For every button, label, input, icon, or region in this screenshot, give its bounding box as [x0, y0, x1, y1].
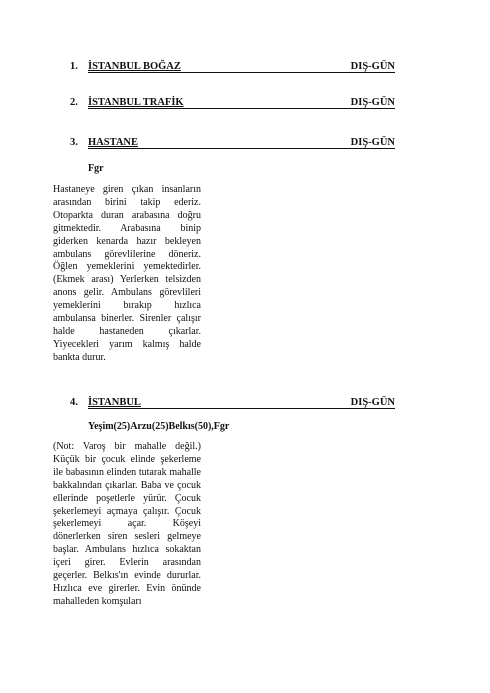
- scene-title: İSTANBUL BOĞAZ: [88, 61, 181, 72]
- scene-cast: Fgr: [88, 163, 104, 174]
- scene-heading-1: [70, 60, 395, 73]
- scene-number: 3.: [70, 137, 78, 148]
- scene-number: 1.: [70, 61, 78, 72]
- scene-time: DIŞ-GÜN: [350, 137, 395, 148]
- scene-heading-4: [70, 396, 395, 409]
- scene-time: DIŞ-GÜN: [350, 397, 395, 408]
- scene-heading-rule: [88, 408, 395, 409]
- scene-action-text: (Not: Varoş bir mahalle değil.) Küçük bir çocuk elinde şekerleme ile babasının elinden tutarak mahalle bakkalından çıkarlar. Baba ve çocuk ellerinde poşetlerle yürür. Çocuk şekerlemeyi açmaya çalışır. Çocuk şekerlemeyi açar. Köşeyi dönerlerken siren sesleri gelmeye başlar. Ambulans hızlıca sokaktan içeri girer. Evlerin arasından geçerler. Belkıs'ın evinde dururlar. Hızlıca eve girerler. Evin önünde mahalleden komşuları: [53, 441, 201, 607]
- scene-action-text: Hastaneye giren çıkan insanların arasından birini takip ederiz. Otoparkta duran arabasına doğru gitmektedir. Arabasına binip giderken kenarda hazır bekleyen ambulans görevlilerine döneriz. Öğlen yemeklerini yemektedirler.(Ekmek arası) Yerlerken telsizden anons gelir. Ambulans görevlileri yemeklerini bırakıp hızlıca ambulansa binerler. Sirenler çalışır halde hastaneden çıkarlar. Yiyecekleri yarım kalmış halde bankta durur.: [53, 184, 201, 363]
- scene-title: İSTANBUL TRAFİK: [88, 97, 184, 108]
- scene-heading-rule: [88, 108, 395, 109]
- scene-time: DIŞ-GÜN: [350, 97, 395, 108]
- scene-time: DIŞ-GÜN: [350, 61, 395, 72]
- scene-heading-rule: [88, 72, 395, 73]
- scene-title: HASTANE: [88, 137, 138, 148]
- scene-number: 2.: [70, 97, 78, 108]
- scene-heading-2: [70, 96, 395, 109]
- scene-heading-3: [70, 136, 395, 149]
- scene-number: 4.: [70, 397, 78, 408]
- scene-cast: Yeşim(25)Arzu(25)Belkıs(50),Fgr: [88, 421, 230, 432]
- scene-heading-rule: [88, 148, 395, 149]
- scene-title: İSTANBUL: [88, 397, 141, 408]
